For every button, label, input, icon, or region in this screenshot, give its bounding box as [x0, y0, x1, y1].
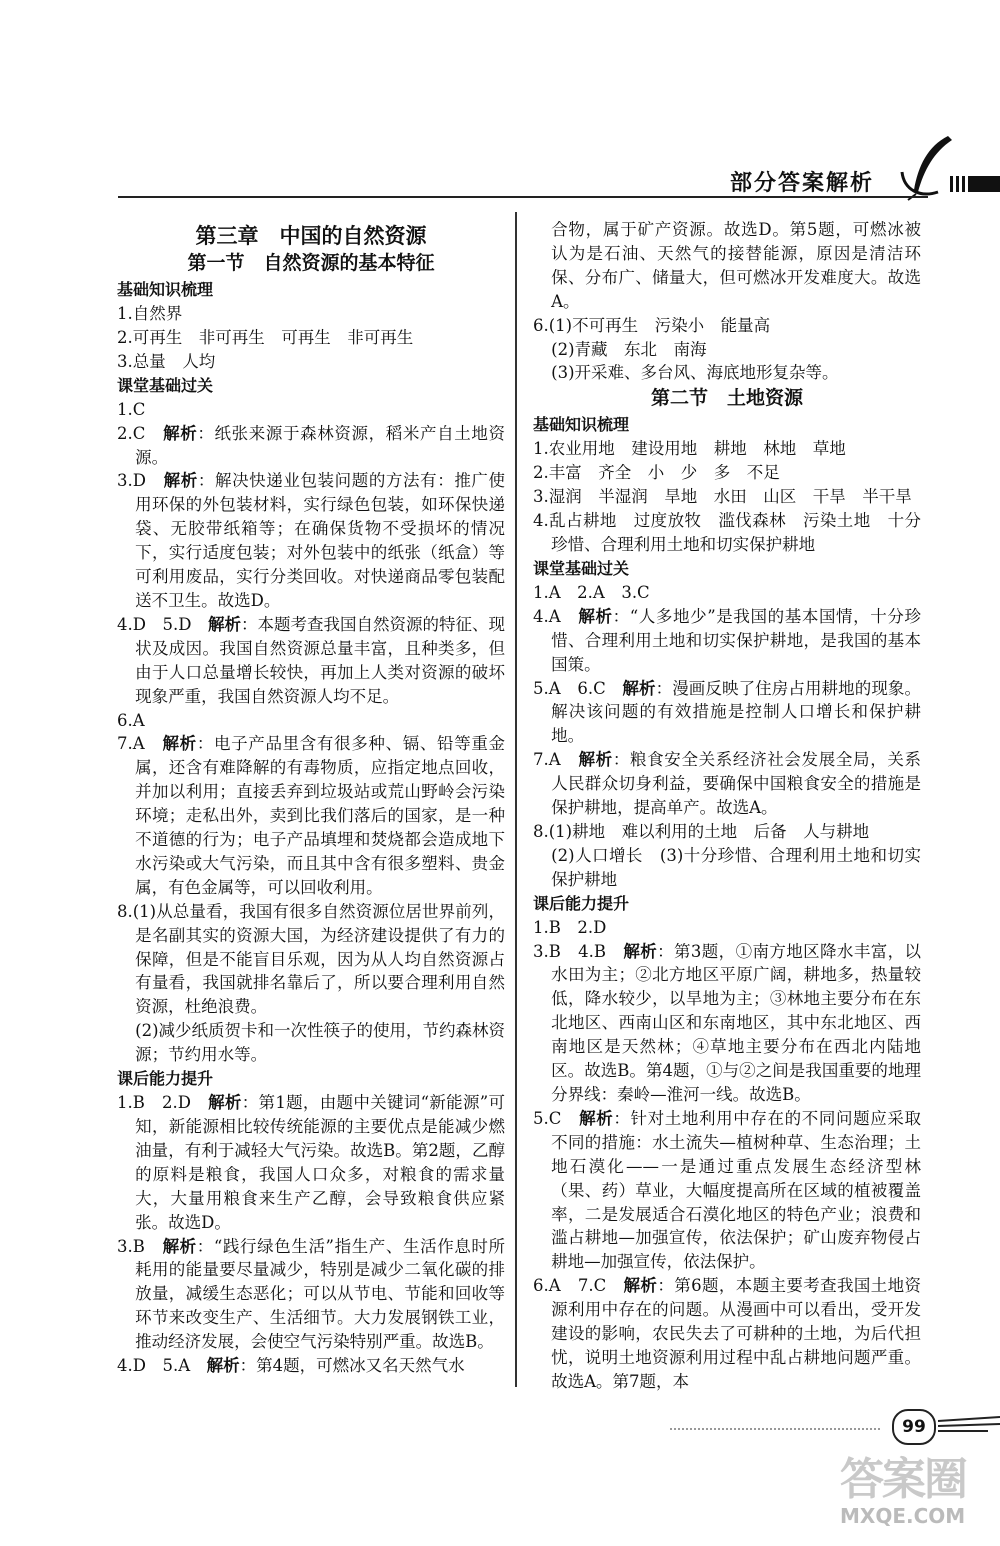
- analysis-label: 解析: [162, 734, 197, 754]
- left-column: [117, 218, 505, 1378]
- answer-text: ：“人多地少”是我国的基本国情，十分珍惜、合理利用土地和切实保护耕地，是我国的基本国策。: [551, 606, 922, 674]
- answer-prefix: 1.B 2.D: [117, 1093, 209, 1113]
- answer-prefix: 3.D: [117, 471, 164, 491]
- analysis-label: 解析: [206, 1356, 240, 1376]
- footer-dotted-line: [670, 1428, 880, 1436]
- answer-line: 1.农业用地 建设用地 耕地 林地 草地: [533, 439, 846, 459]
- analysis-label: 解析: [578, 750, 613, 770]
- answer-line: 2.可再生 非可再生 可再生 非可再生: [117, 327, 414, 347]
- answer-prefix: 5.C: [533, 1108, 580, 1128]
- answer-item: [117, 732, 505, 899]
- answer-item: [117, 900, 505, 1020]
- answer-prefix: 1.A 2.A 3.C: [533, 582, 650, 602]
- analysis-label: 解析: [623, 941, 658, 961]
- answer-item: [117, 469, 505, 612]
- answer-item: [533, 1274, 921, 1394]
- answer-line: 8.(1)耕地 难以利用的土地 后备 人与耕地: [533, 821, 870, 841]
- analysis-label: 解析: [162, 1236, 197, 1256]
- subheading: 基础知识梳理: [117, 280, 214, 299]
- answer-prefix: 2.C: [117, 423, 164, 443]
- subheading: 课堂基础过关: [533, 558, 630, 578]
- answer-item: [117, 1354, 505, 1378]
- page-header: [0, 0, 1000, 210]
- answer-text: ：第3题，①南方地区降水丰富，以水田为主；②北方地区平原广阔，耕地多，热量较低，降水较少，以旱地为主；③林地主要分布在东北地区、西南山区和东南地区，其中东北地区、西南地区是天然林；④草地主要分布在西北内陆地区。故选B。第4题，①与②之间是我国重要的地理分界线：秦岭—淮河一线。故选B。: [551, 941, 922, 1104]
- answer-item: [117, 398, 505, 422]
- answer-item: [533, 1107, 921, 1274]
- page-number-badge: [880, 1395, 1000, 1455]
- right-column: [533, 218, 921, 1394]
- header-bars-icon: [950, 176, 1000, 192]
- answer-text: ：纸张来源于森林资源，稻米产自土地资源。: [135, 423, 505, 467]
- page-number: 99: [892, 1409, 936, 1445]
- analysis-label: 解析: [623, 1276, 658, 1296]
- answer-prefix: 6.A 7.C: [533, 1276, 624, 1296]
- answer-prefix: 3.B 4.B: [533, 941, 624, 961]
- answer-text: ：漫画反映了住房占用耕地的现象。解决该问题的有效措施是控制人口增长和保护耕地。: [551, 678, 921, 746]
- subheading: 基础知识梳理: [533, 415, 630, 435]
- answer-text: ：本题考查我国自然资源的特征、现状及成因。我国自然资源总量丰富，且种类多，但由于人口总量增长较快，再加上人类对资源的破坏现象严重，我国自然资源人均不足。: [135, 614, 506, 706]
- answer-prefix: 1.C: [117, 399, 146, 419]
- subheading: 课堂基础过关: [117, 375, 214, 395]
- answer-line: 1.自然界: [117, 304, 183, 323]
- answer-item: [117, 613, 505, 709]
- answer-text: ：第4题，可燃冰又名天然气水: [239, 1356, 465, 1376]
- answer-text: ：解决快递业包装问题的方法有：推广使用环保的外包装材料，实行绿色包装，如环保快递袋、无胶带纸箱等；在确保货物不受损坏的情况下，实行适度包装；对外包装中的纸张（纸盒）等可利用废品，实行分类回收。对快递商品零包装配送不卫生。故选D。: [135, 471, 506, 610]
- answer-item: [117, 1091, 505, 1234]
- answer-line: 3.总量 人均: [117, 351, 216, 371]
- analysis-label: 解析: [163, 423, 198, 443]
- answer-prefix: 3.B: [117, 1236, 163, 1256]
- answer-prefix: 5.A 6.C: [533, 678, 623, 698]
- analysis-label: 解析: [578, 606, 613, 626]
- analysis-label: 解析: [579, 1108, 614, 1128]
- answer-item: [533, 940, 921, 1107]
- answer-subitem: (2)人口增长 (3)十分珍惜、合理利用土地和切实保护耕地: [551, 845, 921, 889]
- answer-text: ：第1题，由题中关键词“新能源”可知，新能源相比较传统能源的主要优点是能减少燃油量，有利于减轻大气污染。故选B。第2题，乙醇的原料是粮食，我国人口众多，对粮食的需求量大，大量用粮食来生产乙醇，会导致粮食供应紧张。故选D。: [135, 1093, 506, 1232]
- answer-item: [533, 748, 921, 820]
- analysis-label: 解析: [208, 1093, 242, 1113]
- answer-prefix: 4.D 5.A: [117, 1356, 207, 1376]
- answer-line: 6.(1)不可再生 污染小 能量高: [533, 315, 771, 335]
- answer-item: [533, 916, 921, 940]
- answer-item: [533, 605, 921, 677]
- answer-text: ：针对土地利用中存在的不同问题应采取不同的措施：水土流失—植树种草、生态治理；土地石漠化——一是通过重点发展生态经济型林（果、药）草业，大幅度提高所在区域的植被覆盖率，二是发展适合石漠化地区的特色产业；浪费和滥占耕地—加强宣传，依法保护；矿山废弃物侵占耕地—加强宣传，依法保护。: [551, 1108, 921, 1272]
- answer-item: [117, 1235, 505, 1355]
- answer-subitem: (2)青藏 东北 南海: [551, 339, 707, 359]
- answer-subitem: (3)开采难、多台风、海底地形复杂等。: [551, 363, 839, 383]
- answer-text: ：“践行绿色生活”指生产、生活作息时所耗用的能量要尽量减少，特别是减少二氧化碳的排放量，减缓生态恶化；可以从节电、节能和回收等环节来改变生产、生活细节。大力发展钢铁工业，推动经济发展，会使空气污染特别严重。故选B。: [135, 1236, 506, 1352]
- answer-subitem: (2)减少纸质贺卡和一次性筷子的使用，节约森林资源；节约用水等。: [135, 1021, 506, 1065]
- speed-lines-icon: [938, 1415, 1000, 1437]
- watermark-url: MXQE.COM: [840, 1504, 966, 1528]
- subheading: 课后能力提升: [533, 893, 630, 913]
- answer-prefix: 8.: [117, 901, 133, 921]
- subheading: 课后能力提升: [117, 1069, 214, 1089]
- answer-continuation: 合物，属于矿产资源。故选D。第5题，可燃冰被认为是石油、天然气的接替能源，原因是清洁环保、分布广、储量大，但可燃冰开发难度大。故选A。: [551, 220, 921, 311]
- analysis-label: 解析: [163, 471, 198, 491]
- quill-pen-icon: [898, 132, 958, 202]
- analysis-label: 解析: [207, 614, 241, 634]
- analysis-label: 解析: [622, 678, 656, 698]
- answer-line: 3.湿润 半湿润 旱地 水田 山区 干旱 半干旱: [533, 487, 912, 507]
- answer-text: ：电子产品里含有很多种、镉、铅等重金属，还含有难降解的有毒物质，应指定地点回收，并加以利用；直接丢弃到垃圾站或荒山野岭会污染环境；走私出外，卖到比我们落后的国家，是一种不道德的行为；电子产品填埋和焚烧都会造成地下水污染或大气污染，而且其中含有很多塑料、贵金属，有色金属等，可以回收利用。: [135, 734, 506, 897]
- answer-item: [533, 677, 921, 749]
- answer-prefix: 7.A: [117, 734, 163, 754]
- column-divider: [515, 212, 517, 1387]
- answer-item: [117, 709, 505, 733]
- header-title: 部分答案解析: [730, 171, 875, 196]
- answer-prefix: 1.B 2.D: [533, 917, 607, 937]
- header-rule: [118, 196, 928, 198]
- section-title: 第一节 自然资源的基本特征: [187, 252, 435, 274]
- answer-prefix: 4.A: [533, 606, 579, 626]
- answer-prefix: 7.A: [533, 750, 579, 770]
- answer-text: ：第6题，本题主要考查我国土地资源利用中存在的问题。从漫画中可以看出，受开发建设的影响，农民失去了可耕种的土地，为后代担忧，说明土地资源利用过程中乱占耕地问题严重。故选A。第7题，本: [551, 1276, 922, 1391]
- answer-prefix: 4.D 5.D: [117, 614, 208, 634]
- section-title: 第二节 土地资源: [650, 387, 803, 410]
- chapter-title: 第三章 中国的自然资源: [195, 224, 427, 248]
- watermark: [840, 1455, 1000, 1545]
- answer-text: ：粮食安全关系经济社会发展全局，关系人民群众切身利益，要确保中国粮食安全的措施是保护耕地，提高单产。故选A。: [551, 750, 922, 818]
- answer-item: [117, 422, 505, 470]
- answer-text: (1)从总量看，我国有很多自然资源位居世界前列，是名副其实的资源大国，为经济建设提供了有力的保障，但是不能盲目乐观，因为从人均自然资源占有量看，我国就排名靠后了，所以要合理利用自然资源，杜绝浪费。: [132, 901, 505, 1017]
- answer-line: 2.丰富 齐全 小 少 多 不足: [533, 463, 780, 483]
- answer-line: 4.乱占耕地 过度放牧 滥伐森林 污染土地 十分珍惜、合理利用土地和切实保护耕地: [533, 511, 921, 554]
- answer-prefix: 6.A: [117, 710, 145, 730]
- watermark-logo: 答案圈: [840, 1454, 966, 1505]
- answer-item: [533, 581, 921, 605]
